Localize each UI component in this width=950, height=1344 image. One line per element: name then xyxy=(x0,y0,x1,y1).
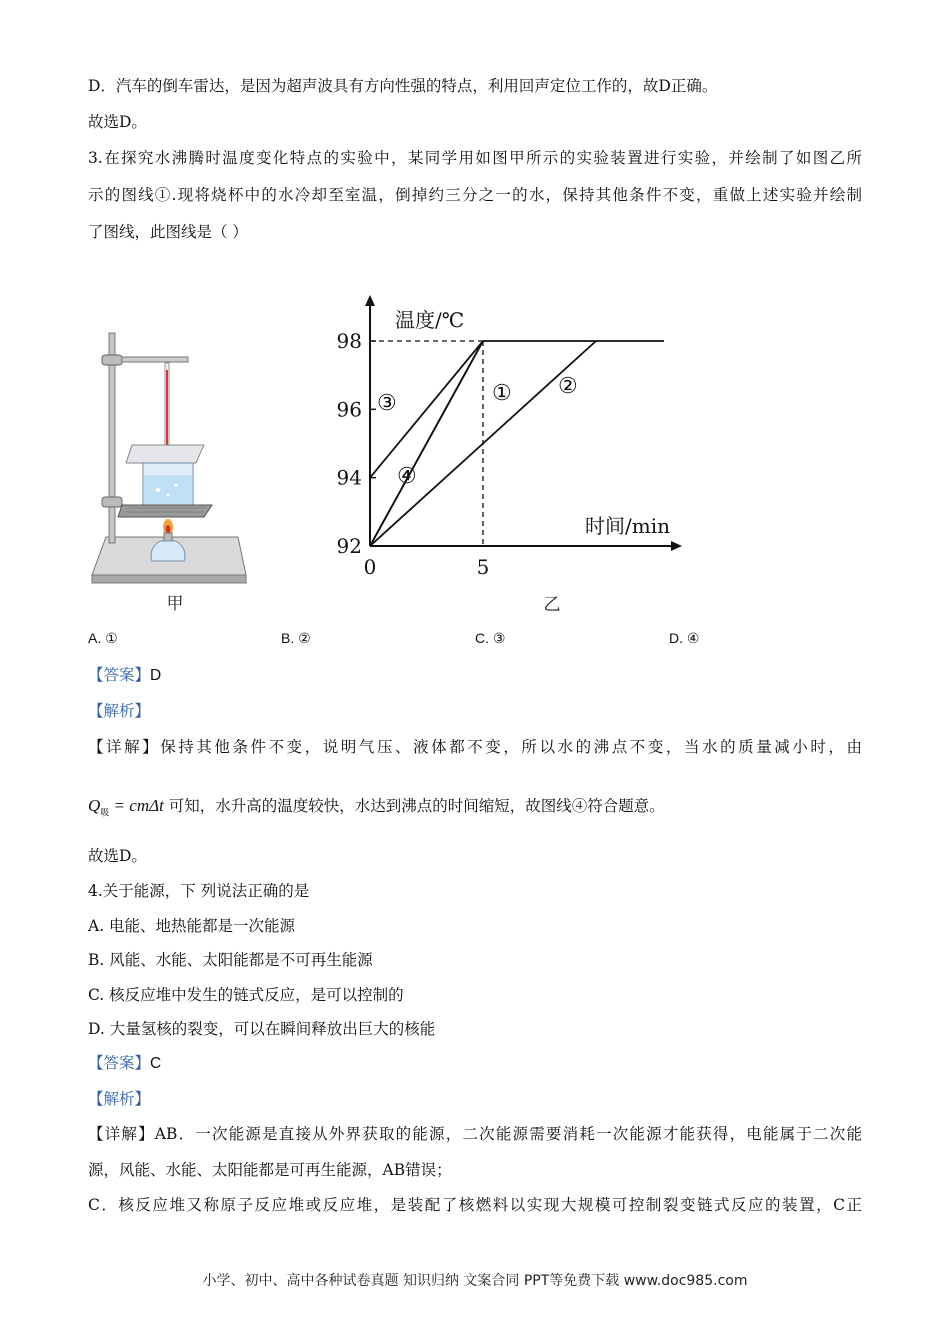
ring-clamp xyxy=(102,497,122,507)
q3-answer-row xyxy=(88,664,862,687)
q3-stem-line-1: 3.在探究水沸腾时温度变化特点的实验中，某同学用如图甲所示的实验装置进行实验，并绘制了如图乙所 xyxy=(88,149,862,167)
detail-tag: 【详解】 xyxy=(88,738,161,756)
q4-answer-tag: 【答案】 xyxy=(88,1054,151,1072)
q3-stem-line-2: 示的图线①.现将烧杯中的水冷却至室温，倒掉约三分之一的水，保持其他条件不变，重做上述实验并绘制 xyxy=(88,186,862,204)
q3-option-d: D. ④ xyxy=(669,630,700,646)
q4-analysis-row xyxy=(88,1088,862,1110)
q3-detail-line-3: 故选D。 xyxy=(88,847,147,865)
q4-stem: 4.关于能源，下 列说法正确的是 xyxy=(88,882,310,900)
q3-analysis-row xyxy=(88,700,862,722)
analysis-tag: 【解析】 xyxy=(88,702,151,720)
series-line-4 xyxy=(370,341,483,546)
y-axis-arrow xyxy=(365,295,375,306)
series-label: ① xyxy=(492,381,512,406)
q3-stem-line-3: 了图线，此图线是（ ） xyxy=(88,223,248,241)
q3-detail-line-2 xyxy=(88,795,862,823)
q3-option-a: A. ① xyxy=(88,630,118,646)
top-clamp xyxy=(102,355,122,365)
q4-option-a: A. 电能、地热能都是一次能源 xyxy=(88,917,296,935)
apparatus-figure xyxy=(88,325,258,614)
card-lid xyxy=(126,445,204,463)
x-axis-label: 时间/min xyxy=(585,514,670,538)
q4-option-d: D. 大量氢核的裂变，可以在瞬间释放出巨大的核能 xyxy=(88,1020,436,1038)
temperature-time-chart xyxy=(330,290,700,620)
figure-label-jia: 甲 xyxy=(166,594,184,614)
x-tick-label: 5 xyxy=(476,555,490,579)
x-axis-arrow xyxy=(671,541,682,551)
q3-detail-line-1 xyxy=(88,736,862,758)
answer-value: D xyxy=(150,667,162,684)
q4-detail-tag: 【详解】 xyxy=(88,1125,155,1143)
q3-option-b: B. ② xyxy=(281,630,311,646)
q4-option-c: C. 核反应堆中发生的链式反应，是可以控制的 xyxy=(88,986,404,1004)
prev-answer-line-d: D．汽车的倒车雷达，是因为超声波具有方向性强的特点，利用回声定位工作的，故D正确。 xyxy=(88,77,718,95)
alcohol-lamp xyxy=(151,541,185,561)
prev-choice-line: 故选D。 xyxy=(88,113,147,131)
q4-detail-line-3: C．核反应堆又称原子反应堆或反应堆，是装配了核燃料以实现大规模可控制裂变链式反应的装置，C正 xyxy=(88,1196,862,1214)
x-tick-label: 0 xyxy=(363,555,377,579)
q3-option-c: C. ③ xyxy=(475,630,506,646)
q4-option-b: B. 风能、水能、太阳能都是不可再生能源 xyxy=(88,951,373,969)
page-footer: 小学、初中、高中各种试卷真题 知识归纳 文案合同 PPT等免费下载 www.doc985.com xyxy=(202,1273,748,1289)
series-label: ③ xyxy=(377,391,397,416)
series-label: ② xyxy=(558,374,578,399)
heat-formula: $Q_吸 = cm\Delta t$ xyxy=(88,796,164,818)
y-tick-label: 94 xyxy=(336,465,362,490)
wire-gauze xyxy=(118,505,212,517)
answer-tag: 【答案】 xyxy=(88,666,151,684)
detail-text-1: 保持其他条件不变，说明气压、液体都不变，所以水的沸点不变，当水的质量减小时，由 xyxy=(160,738,862,756)
y-tick-label: 96 xyxy=(336,397,362,422)
q4-detail-line-2: 源，风能、水能、太阳能都是可再生能源，AB错误； xyxy=(88,1161,452,1179)
figure-label-yi: 乙 xyxy=(543,595,561,615)
q4-answer-row xyxy=(88,1052,862,1075)
q4-answer-value: C xyxy=(150,1055,162,1072)
y-tick-label: 98 xyxy=(336,329,362,353)
q4-detail-line-1: 【详解】AB．一次能源是直接从外界获取的能源，二次能源需要消耗一次能源才能获得，电能属于二次能 xyxy=(88,1125,862,1143)
y-tick-label: 92 xyxy=(336,534,362,558)
series-label: ④ xyxy=(397,464,417,489)
q4-analysis-tag: 【解析】 xyxy=(88,1090,151,1108)
detail-text-2: 可知，水升高的温度较快，水达到沸点的时间缩短，故图线④符合题意。 xyxy=(163,797,665,815)
y-axis-label: 温度/℃ xyxy=(395,308,465,332)
